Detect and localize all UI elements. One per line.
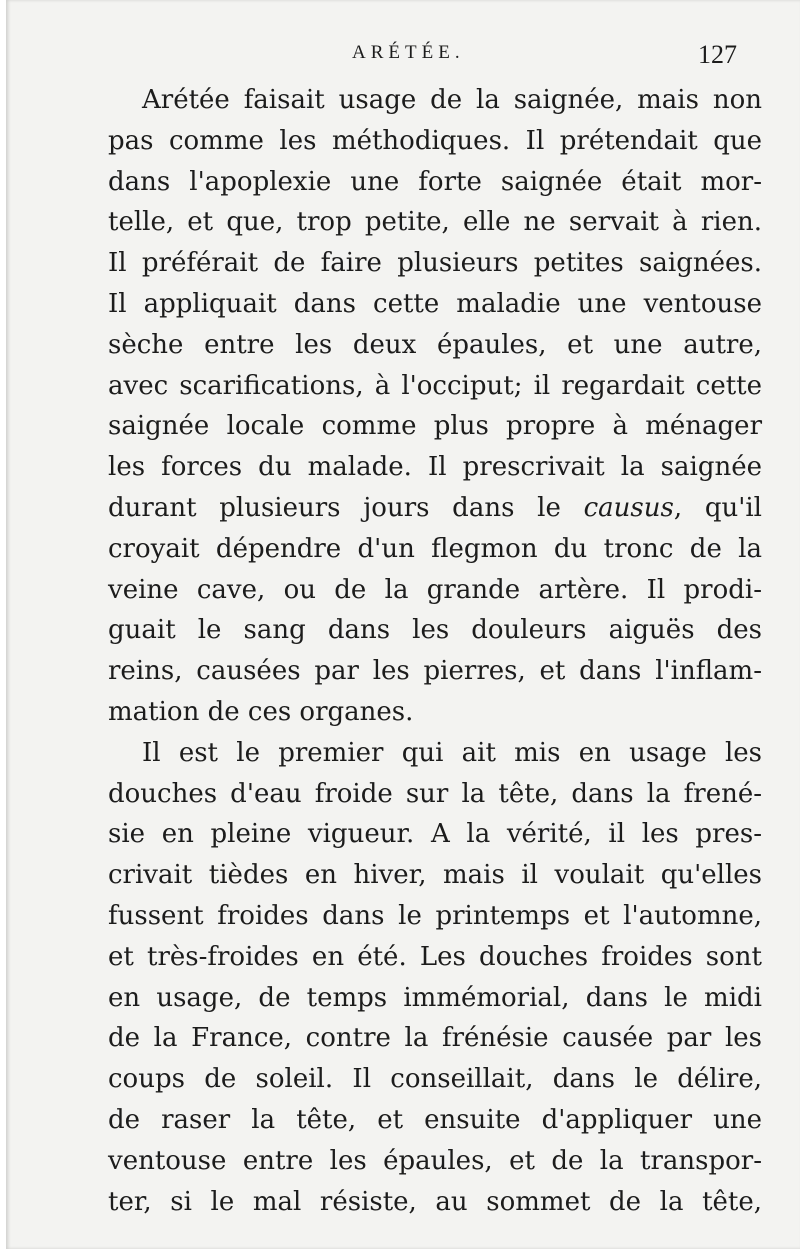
text-line: ventouse entre les épaules, et de la transpor- [108,1145,762,1176]
text-line: fussent froides dans le printemps et l'automne, [108,900,762,931]
body-text [108,80,762,1222]
text-line: guait le sang dans les douleurs aiguës des [108,615,762,646]
text-line: croyait dépendre d'un flegmon du tronc de la [108,533,762,564]
text-line: mation de ces organes. [108,696,414,727]
text-line: Il préférait de faire plusieurs petites saignées. [108,248,762,279]
text-line: en usage, de temps immémorial, dans le midi [108,982,762,1013]
running-title: ARÉTÉE. [352,42,465,63]
text-line: dans l'apoplexie une forte saignée était mor- [108,166,762,197]
italic-term: causus [583,492,674,523]
running-header [6,38,800,78]
text-line: de raser la tête, et ensuite d'appliquer une [108,1104,762,1135]
text-line: sèche entre les deux épaules, et une autre, [108,329,762,360]
text-line: crivait tièdes en hiver, mais il voulait qu'elles [108,860,762,891]
text-line: telle, et que, trop petite, elle ne servait à rien. [108,207,762,238]
text-line: et très-froides en été. Les douches froides sont [108,941,762,972]
text-line: Il est le premier qui ait mis en usage les [142,737,762,768]
book-page [6,0,800,1249]
text-line: ter, si le mal résiste, au sommet de la tête, [108,1186,762,1217]
text-line: coups de soleil. Il conseillait, dans le délire, [108,1064,762,1095]
paragraph-2 [108,733,762,1223]
text-line: avec scarifications, à l'occiput; il regardait cette [108,370,762,401]
text-line-with-italic: durant plusieurs jours dans le causus, qu'il [108,492,762,523]
text-line: les forces du malade. Il prescrivait la saignée [108,452,762,483]
paragraph-1 [108,80,762,733]
text-line: sie en pleine vigueur. A la vérité, il les pres- [108,819,762,850]
text-line: saignée locale comme plus propre à ménager [108,411,762,442]
text-line: Il appliquait dans cette maladie une ventouse [108,288,762,319]
text-line: de la France, contre la frénésie causée par les [108,1023,762,1054]
text-line: veine cave, ou de la grande artère. Il prodi- [108,574,762,605]
text-line: douches d'eau froide sur la tête, dans la frené- [108,778,762,809]
text-line: reins, causées par les pierres, et dans l'inflam- [108,656,762,687]
text-line: pas comme les méthodiques. Il prétendait que [108,125,762,156]
page-number: 127 [698,40,737,69]
text-line: Arétée faisait usage de la saignée, mais non [142,85,762,115]
